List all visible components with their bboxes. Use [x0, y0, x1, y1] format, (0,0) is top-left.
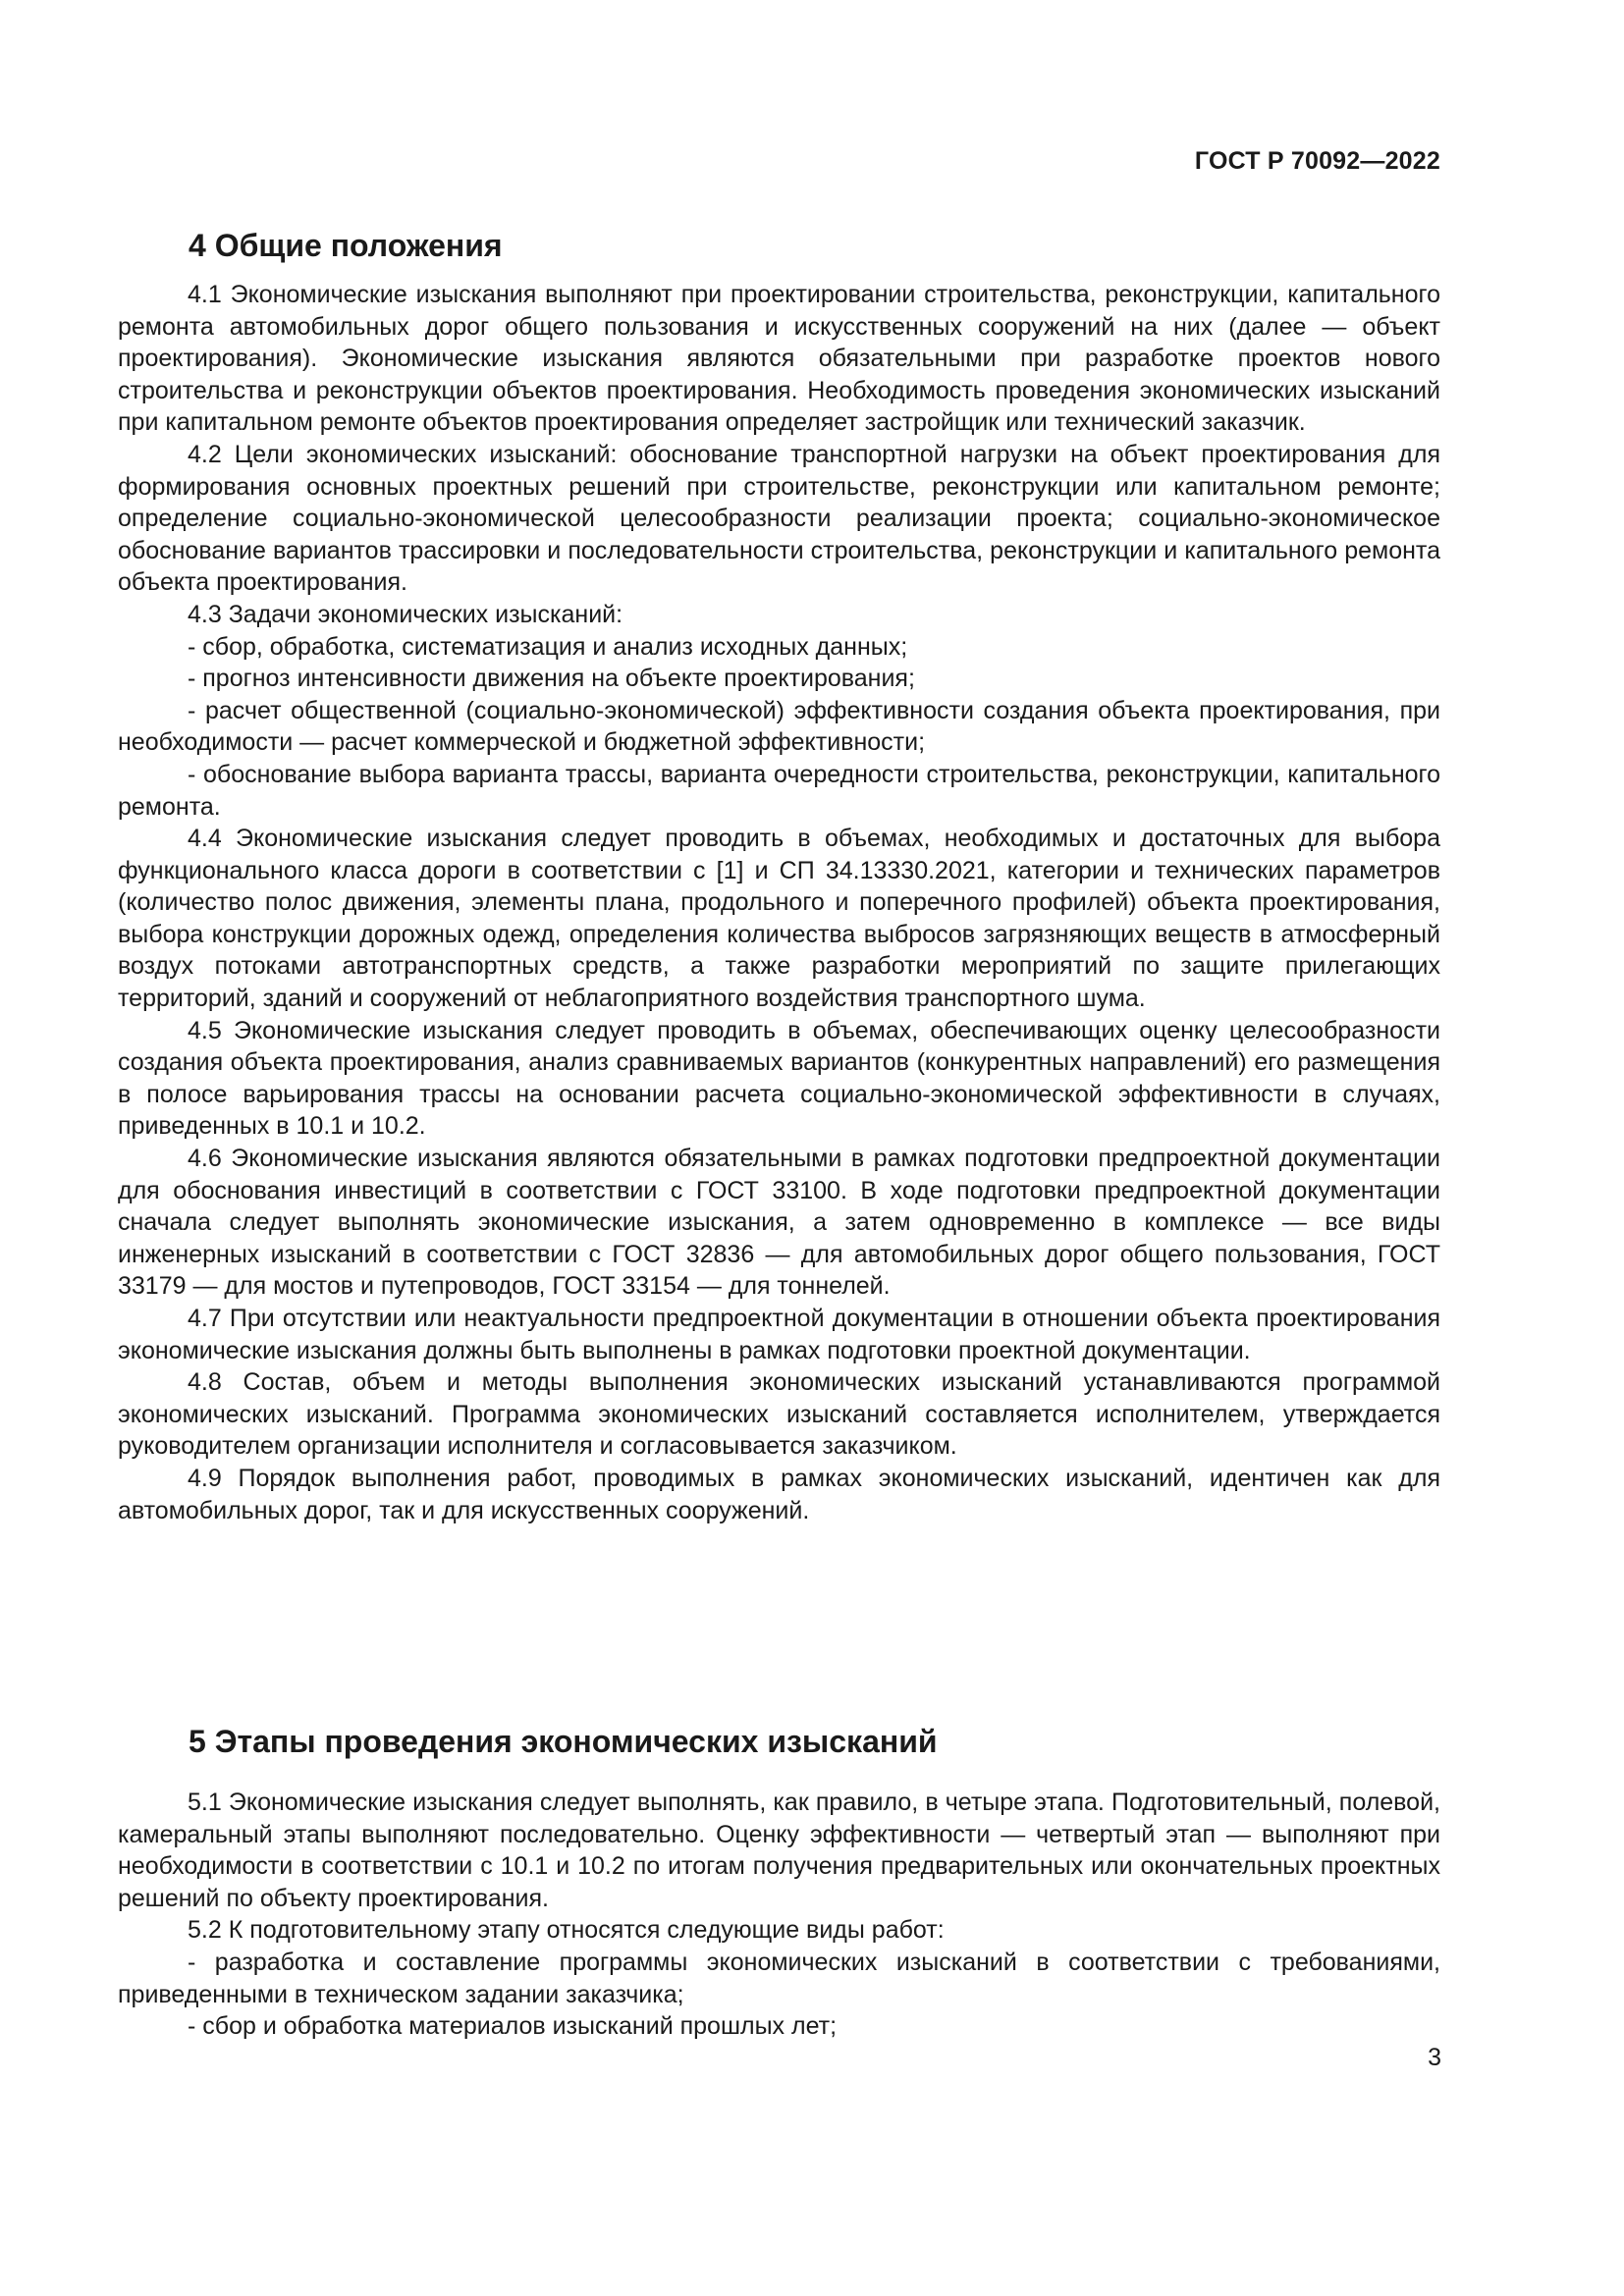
paragraph-4-3: 4.3 Задачи экономических изысканий: — [188, 600, 623, 628]
list-item: - сбор, обработка, систематизация и анализ исходных данных; — [188, 632, 908, 661]
paragraph-5-1: 5.1 Экономические изыскания следует выполнять, как правило, в четыре этапа. Подготовительный, полевой, камеральный этапы выполняют последовательно. Оценку эффективности — четвертый этап — выполняют при необходимости в соответствии с 10.1 и 10.2 по итогам получения предварительных или окончательных проектных решений по объекту проектирования. — [118, 1789, 1440, 1912]
paragraph-4-9: 4.9 Порядок выполнения работ, проводимых в рамках экономических изысканий, идентичен как для автомобильных дорог, так и для искусственных сооружений. — [118, 1464, 1440, 1524]
section-5 — [118, 1722, 1440, 2043]
document-code-header: ГОСТ Р 70092—2022 — [1194, 147, 1440, 175]
paragraph-4-6: 4.6 Экономические изыскания являются обязательными в рамках подготовки предпроектной документации для обоснования инвестиций в соответствии с ГОСТ 33100. В ходе подготовки предпроектной документации сначала следует выполнять экономические изыскания, а затем одновременно в комплексе — все виды инженерных изысканий в соответствии с ГОСТ 32836 — для автомобильных дорог общего пользования, ГОСТ 33179 — для мостов и путепроводов, ГОСТ 33154 — для тоннелей. — [118, 1145, 1440, 1301]
paragraph-4-2: 4.2 Цели экономических изысканий: обоснование транспортной нагрузки на объект проектирования для формирования основных проектных решений при строительстве, реконструкции или капитальном ремонте; определение социально-экономической целесообразности реализации проекта; социально-экономическое обоснование вариантов трассировки и последовательности строительства, реконструкции и капитального ремонта объекта проектирования. — [118, 440, 1440, 597]
paragraph-4-1: 4.1 Экономические изыскания выполняют при проектировании строительства, реконструкции, капитального ремонта автомобильных дорог общего пользования и искусственных сооружений на них (далее — объект проектирования). Экономические изыскания являются обязательными при разработке проектов нового строительства и реконструкции объектов проектирования. Необходимость проведения экономических изысканий при капитальном ремонте объектов проектирования определяет застройщик или технический заказчик. — [118, 281, 1440, 437]
list-item: - сбор и обработка материалов изысканий прошлых лет; — [188, 2012, 838, 2041]
paragraph-4-8: 4.8 Состав, объем и методы выполнения экономических изысканий устанавливаются программой экономических изысканий. Программа экономических изысканий составляется исполнителем, утверждается руководителем организации исполнителя и согласовывается заказчиком. — [118, 1368, 1440, 1461]
paragraph-4-7: 4.7 При отсутствии или неактуальности предпроектной документации в отношении объекта проектирования экономические изыскания должны быть выполнены в рамках подготовки проектной документации. — [118, 1305, 1440, 1364]
paragraph-4-4: 4.4 Экономические изыскания следует проводить в объемах, необходимых и достаточных для выбора функционального класса дороги в соответствии с [1] и СП 34.13330.2021, категории и технических параметров (количество полос движения, элементы плана, продольного и поперечного профилей) объекта проектирования, выбора конструкции дорожных одежд, определения количества выбросов загрязняющих веществ в атмосферный воздух потоками автотранспортных средств, а также разработки мероприятий по защите прилегающих территорий, зданий и сооружений от неблагоприятного воздействия транспортного шума. — [118, 825, 1440, 1013]
section-4 — [118, 226, 1440, 1526]
list-item: - обоснование выбора варианта трассы, варианта очередности строительства, реконструкции, капитального ремонта. — [118, 760, 1440, 821]
paragraph-4-5: 4.5 Экономические изыскания следует проводить в объемах, обеспечивающих оценку целесообразности создания объекта проектирования, анализ сравниваемых вариантов (конкурентных направлений) его размещения в полосе варьирования трассы на основании расчета социально-экономической эффективности в случаях, приведенных в 10.1 и 10.2. — [118, 1016, 1440, 1141]
section-title: 4 Общие положения — [189, 228, 503, 263]
page-number: 3 — [1428, 2044, 1441, 2071]
list-item: - разработка и составление программы экономических изысканий в соответствии с требованиями, приведенными в техническом задании заказчика; — [118, 1948, 1440, 2008]
section-title: 5 Этапы проведения экономических изысканий — [189, 1724, 938, 1759]
list-item: - расчет общественной (социально-экономической) эффективности создания объекта проектирования, при необходимости — расчет коммерческой и бюджетной эффективности; — [118, 696, 1440, 757]
list-item: - прогноз интенсивности движения на объекте проектирования; — [188, 665, 915, 693]
paragraph-5-2: 5.2 К подготовительному этапу относятся следующие виды работ: — [188, 1916, 945, 1945]
